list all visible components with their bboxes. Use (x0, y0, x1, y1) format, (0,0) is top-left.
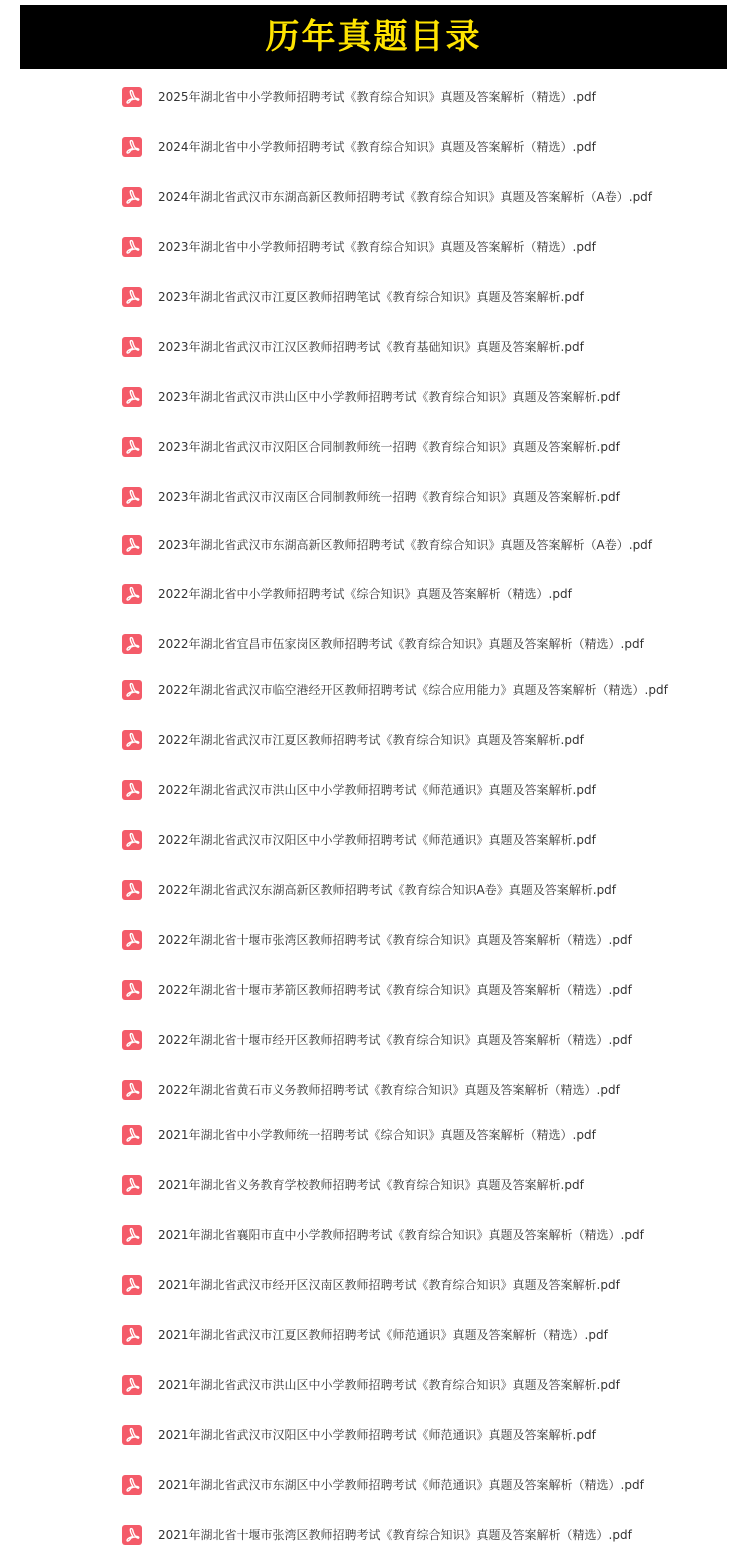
pdf-icon (122, 980, 142, 1000)
file-name: 2022年湖北省武汉市江夏区教师招聘考试《教育综合知识》真题及答案解析.pdf (158, 733, 584, 747)
file-item[interactable] (122, 829, 596, 851)
file-name: 2023年湖北省武汉市江汉区教师招聘考试《教育基础知识》真题及答案解析.pdf (158, 340, 584, 354)
pdf-icon (122, 880, 142, 900)
file-name: 2025年湖北省中小学教师招聘考试《教育综合知识》真题及答案解析（精选）.pdf (158, 90, 596, 104)
pdf-icon (122, 1475, 142, 1495)
file-item[interactable] (122, 136, 596, 158)
file-name: 2022年湖北省宜昌市伍家岗区教师招聘考试《教育综合知识》真题及答案解析（精选）.pdf (158, 637, 644, 651)
file-item[interactable] (122, 86, 596, 108)
file-item[interactable] (122, 336, 584, 358)
file-name: 2023年湖北省武汉市江夏区教师招聘笔试《教育综合知识》真题及答案解析.pdf (158, 290, 584, 304)
file-name: 2022年湖北省十堰市张湾区教师招聘考试《教育综合知识》真题及答案解析（精选）.pdf (158, 933, 632, 947)
file-name: 2021年湖北省武汉市汉阳区中小学教师招聘考试《师范通识》真题及答案解析.pdf (158, 1428, 596, 1442)
pdf-icon (122, 830, 142, 850)
file-item[interactable] (122, 879, 616, 901)
file-name: 2021年湖北省武汉市洪山区中小学教师招聘考试《教育综合知识》真题及答案解析.pdf (158, 1378, 620, 1392)
pdf-icon (122, 535, 142, 555)
file-item[interactable] (122, 286, 584, 308)
pdf-icon (122, 237, 142, 257)
pdf-icon (122, 584, 142, 604)
file-item[interactable] (122, 1474, 644, 1496)
pdf-icon (122, 1375, 142, 1395)
file-name: 2021年湖北省武汉市江夏区教师招聘考试《师范通识》真题及答案解析（精选）.pdf (158, 1328, 608, 1342)
pdf-icon (122, 1525, 142, 1545)
file-name: 2022年湖北省中小学教师招聘考试《综合知识》真题及答案解析（精选）.pdf (158, 587, 572, 601)
pdf-icon (122, 1225, 142, 1245)
file-name: 2021年湖北省十堰市张湾区教师招聘考试《教育综合知识》真题及答案解析（精选）.pdf (158, 1528, 632, 1542)
file-name: 2021年湖北省义务教育学校教师招聘考试《教育综合知识》真题及答案解析.pdf (158, 1178, 584, 1192)
file-item[interactable] (122, 1079, 620, 1101)
file-item[interactable] (122, 1374, 620, 1396)
pdf-icon (122, 437, 142, 457)
file-item[interactable] (122, 1424, 596, 1446)
file-name: 2021年湖北省中小学教师统一招聘考试《综合知识》真题及答案解析（精选）.pdf (158, 1128, 596, 1142)
pdf-icon (122, 1030, 142, 1050)
file-name: 2023年湖北省武汉市汉南区合同制教师统一招聘《教育综合知识》真题及答案解析.pdf (158, 490, 620, 504)
file-name: 2024年湖北省武汉市东湖高新区教师招聘考试《教育综合知识》真题及答案解析（A卷）.pdf (158, 190, 653, 204)
file-name: 2022年湖北省武汉市洪山区中小学教师招聘考试《师范通识》真题及答案解析.pdf (158, 783, 596, 797)
file-name: 2023年湖北省武汉市汉阳区合同制教师统一招聘《教育综合知识》真题及答案解析.pdf (158, 440, 620, 454)
file-item[interactable] (122, 1524, 632, 1546)
file-item[interactable] (122, 929, 632, 951)
file-name: 2022年湖北省武汉市汉阳区中小学教师招聘考试《师范通识》真题及答案解析.pdf (158, 833, 596, 847)
file-item[interactable] (122, 386, 620, 408)
file-item[interactable] (122, 534, 652, 556)
file-item[interactable] (122, 1029, 632, 1051)
file-item[interactable] (122, 779, 596, 801)
file-item[interactable] (122, 979, 632, 1001)
pdf-icon (122, 680, 142, 700)
file-item[interactable] (122, 679, 668, 701)
file-name: 2021年湖北省武汉市东湖区中小学教师招聘考试《师范通识》真题及答案解析（精选）.pdf (158, 1478, 644, 1492)
pdf-icon (122, 137, 142, 157)
pdf-icon (122, 780, 142, 800)
pdf-icon (122, 387, 142, 407)
pdf-icon (122, 930, 142, 950)
file-name: 2023年湖北省中小学教师招聘考试《教育综合知识》真题及答案解析（精选）.pdf (158, 240, 596, 254)
file-name: 2023年湖北省武汉市东湖高新区教师招聘考试《教育综合知识》真题及答案解析（A卷）.pdf (158, 538, 653, 552)
file-item[interactable] (122, 633, 644, 655)
pdf-icon (122, 730, 142, 750)
file-item[interactable] (122, 236, 596, 258)
pdf-icon (122, 634, 142, 654)
file-item[interactable] (122, 1324, 608, 1346)
file-item[interactable] (122, 486, 620, 508)
file-name: 2021年湖北省武汉市经开区汉南区教师招聘考试《教育综合知识》真题及答案解析.pdf (158, 1278, 620, 1292)
pdf-icon (122, 1275, 142, 1295)
page-title: 历年真题目录 (265, 17, 482, 57)
file-item[interactable] (122, 583, 572, 605)
file-name: 2022年湖北省黄石市义务教师招聘考试《教育综合知识》真题及答案解析（精选）.pdf (158, 1083, 620, 1097)
file-name: 2022年湖北省十堰市经开区教师招聘考试《教育综合知识》真题及答案解析（精选）.pdf (158, 1033, 632, 1047)
pdf-icon (122, 1175, 142, 1195)
pdf-icon (122, 87, 142, 107)
pdf-icon (122, 1325, 142, 1345)
file-item[interactable] (122, 1274, 620, 1296)
pdf-icon (122, 487, 142, 507)
pdf-icon (122, 1125, 142, 1145)
file-name: 2021年湖北省襄阳市直中小学教师招聘考试《教育综合知识》真题及答案解析（精选）.pdf (158, 1228, 644, 1242)
file-item[interactable] (122, 1224, 644, 1246)
pdf-icon (122, 287, 142, 307)
file-name: 2022年湖北省武汉市临空港经开区教师招聘考试《综合应用能力》真题及答案解析（精选）.pdf (158, 683, 668, 697)
file-item[interactable] (122, 436, 620, 458)
file-name: 2024年湖北省中小学教师招聘考试《教育综合知识》真题及答案解析（精选）.pdf (158, 140, 596, 154)
file-item[interactable] (122, 729, 584, 751)
file-name: 2022年湖北省武汉东湖高新区教师招聘考试《教育综合知识A卷》真题及答案解析.pdf (158, 883, 617, 897)
pdf-icon (122, 1425, 142, 1445)
file-item[interactable] (122, 1174, 584, 1196)
file-name: 2023年湖北省武汉市洪山区中小学教师招聘考试《教育综合知识》真题及答案解析.pdf (158, 390, 620, 404)
file-item[interactable] (122, 186, 652, 208)
file-name: 2022年湖北省十堰市茅箭区教师招聘考试《教育综合知识》真题及答案解析（精选）.pdf (158, 983, 632, 997)
pdf-icon (122, 187, 142, 207)
pdf-icon (122, 1080, 142, 1100)
pdf-icon (122, 337, 142, 357)
file-item[interactable] (122, 1124, 596, 1146)
